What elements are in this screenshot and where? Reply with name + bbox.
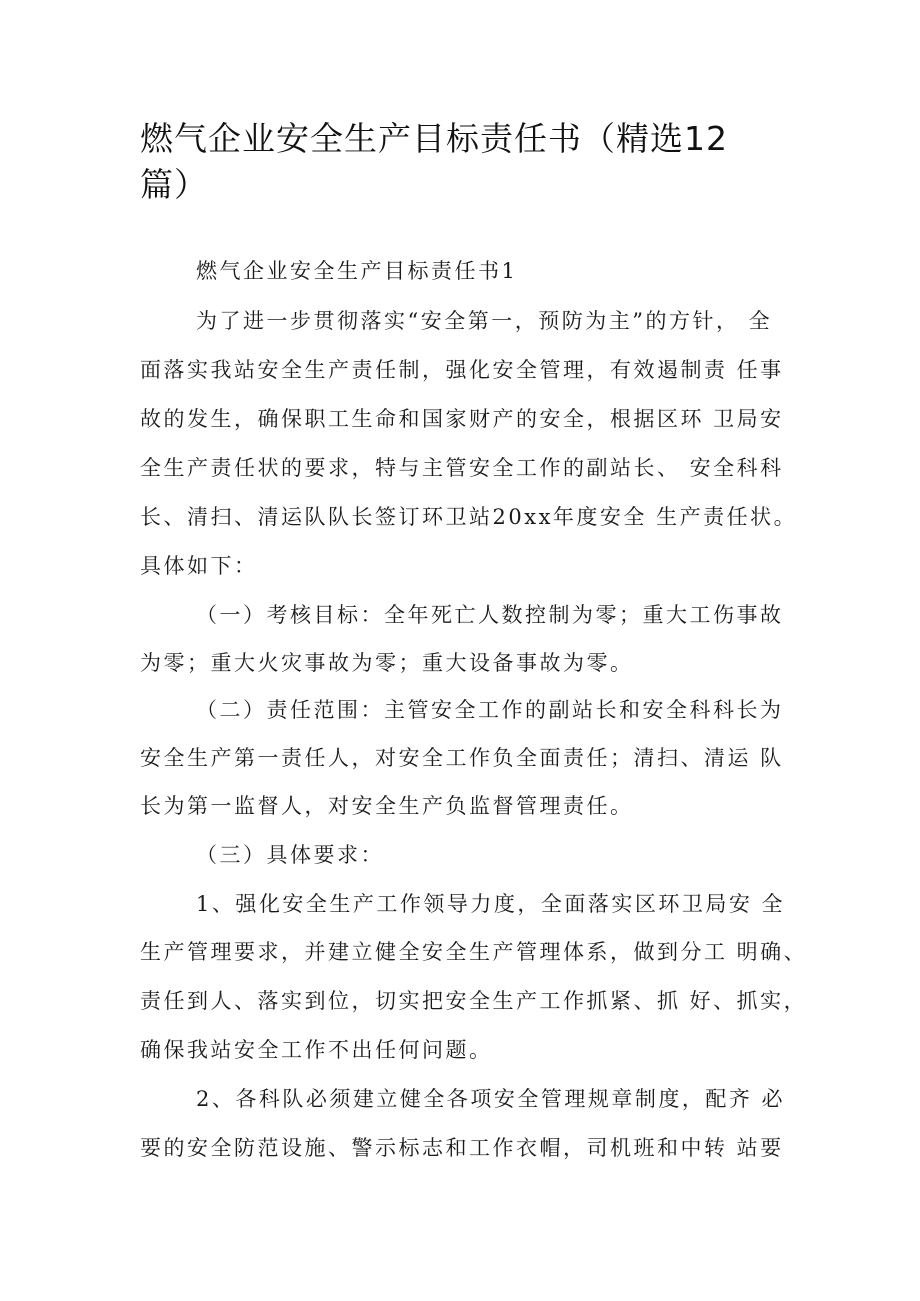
item2-line-2: 要的安全防范设施、警示标志和工作衣帽，司机班和中转 站要 <box>140 1136 784 1160</box>
item1-line-3: 责任到人、落实到位，切实把安全生产工作抓紧、抓 好、抓实， <box>140 989 808 1013</box>
title-line-2: 篇） <box>140 165 208 204</box>
item1-line-2: 生产管理要求，并建立健全安全生产管理体系，做到分工 明确、 <box>140 940 808 964</box>
intro-line-1: 为了进一步贯彻落实“安全第一，预防为主”的方针， 全 <box>196 309 773 333</box>
item1-line-4: 确保我站安全工作不出任何问题。 <box>140 1038 493 1062</box>
title-line-1: 燃气企业安全生产目标责任书（精选12 <box>140 119 728 158</box>
section2-line-3: 长为第一监督人，对安全生产负监督管理责任。 <box>140 794 634 818</box>
item2-line-1: 2、各科队必须建立健全各项安全管理规章制度，配齐 必 <box>196 1087 786 1111</box>
section-subtitle: 燃气企业安全生产目标责任书1 <box>196 259 518 283</box>
item1-line-1: 1、强化安全生产工作领导力度，全面落实区环卫局安 全 <box>196 892 786 916</box>
intro-line-4: 全生产责任状的要求，特与主管安全工作的副站长、 安全科科 <box>140 456 784 480</box>
intro-line-3: 故的发生，确保职工生命和国家财产的安全，根据区环 卫局安 <box>140 407 784 431</box>
intro-line-2: 面落实我站安全生产责任制，强化安全管理，有效遏制责 任事 <box>140 358 784 382</box>
section3-heading: （三）具体要求： <box>196 843 384 867</box>
intro-line-5: 长、清扫、清运队队长签订环卫站20xx年度安全 生产责任状。 <box>140 505 798 529</box>
section1-line-1: （一）考核目标：全年死亡人数控制为零；重大工伤事故 <box>196 603 784 627</box>
section1-line-2: 为零；重大火灾事故为零；重大设备事故为零。 <box>140 651 634 675</box>
section2-line-1: （二）责任范围：主管安全工作的副站长和安全科科长为 <box>196 698 784 722</box>
intro-line-6: 具体如下： <box>140 554 258 578</box>
section2-line-2: 安全生产第一责任人，对安全工作负全面责任；清扫、清运 队 <box>140 746 784 770</box>
document-title <box>140 116 728 208</box>
